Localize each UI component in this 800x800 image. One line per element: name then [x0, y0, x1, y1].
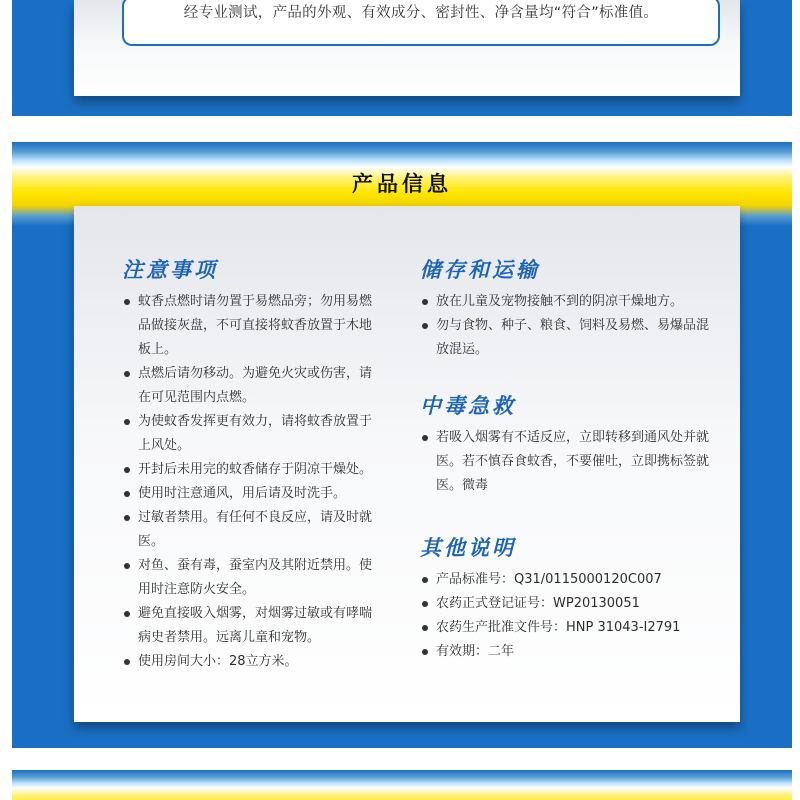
- test-notice-text: 经专业测试，产品的外观、有效成分、密封性、净含量均“符合”标准值。: [183, 5, 659, 21]
- next-section-band: [12, 770, 792, 800]
- list-item: 点燃后请勿移动。为避免火灾或伤害，请在可见范围内点燃。: [122, 362, 384, 410]
- list-item: 产品标准号：Q31/0115000120C007: [420, 568, 710, 592]
- first-aid-heading: 中毒急救: [420, 394, 516, 418]
- list-item: 蚊香点燃时请勿置于易燃品旁；勿用易燃品做接灰盘，不可直接将蚊香放置于木地板上。: [122, 290, 384, 362]
- list-item: 农药正式登记证号：WP20130051: [420, 592, 710, 616]
- precautions-list: [122, 290, 384, 674]
- list-item: 放在儿童及宠物接触不到的阴凉干燥地方。: [420, 290, 716, 314]
- list-item: 过敏者禁用。有任何不良反应，请及时就医。: [122, 506, 384, 554]
- top-section: [12, 0, 792, 116]
- list-item: 若吸入烟雾有不适反应，立即转移到通风处并就医。若不慎吞食蚊香，不要催吐，立即携标签就医。微毒: [420, 426, 710, 498]
- next-section: [12, 770, 792, 800]
- list-item: 为使蚊香发挥更有效力，请将蚊香放置于上风处。: [122, 410, 384, 458]
- list-item: 使用时注意通风，用后请及时洗手。: [122, 482, 384, 506]
- info-panel: [74, 206, 740, 722]
- list-item: 对鱼、蚕有毒，蚕室内及其附近禁用。使用时注意防火安全。: [122, 554, 384, 602]
- top-panel: [74, 0, 740, 96]
- other-info-list: [420, 568, 710, 664]
- first-aid-list: [420, 426, 710, 498]
- list-item: 使用房间大小：28立方米。: [122, 650, 384, 674]
- section-title: 产品信息: [352, 172, 452, 196]
- list-item: 有效期：二年: [420, 640, 710, 664]
- product-info-section: [12, 142, 792, 748]
- precautions-heading: 注意事项: [122, 258, 218, 282]
- list-item: 开封后未用完的蚊香储存于阴凉干燥处。: [122, 458, 384, 482]
- list-item: 勿与食物、种子、粮食、饲料及易燃、易爆品混放混运。: [420, 314, 716, 362]
- storage-list: [420, 290, 716, 362]
- storage-heading: 储存和运输: [420, 258, 540, 282]
- list-item: 农药生产批准文件号：HNP 31043-I2791: [420, 616, 710, 640]
- test-notice-box: [122, 0, 720, 46]
- other-info-heading: 其他说明: [420, 536, 516, 560]
- list-item: 避免直接吸入烟雾，对烟雾过敏或有哮喘病史者禁用。远离儿童和宠物。: [122, 602, 384, 650]
